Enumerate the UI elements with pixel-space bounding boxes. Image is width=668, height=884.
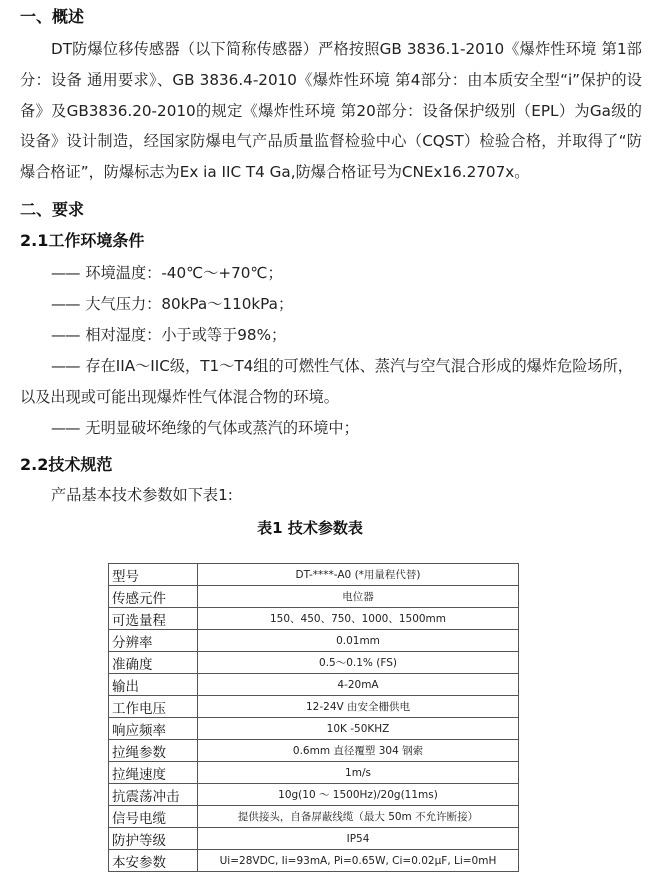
param-value: 12-24V 由安全栅供电 [198,696,519,718]
param-name: 工作电压 [109,696,198,718]
dash-marker: —— [51,326,80,344]
param-value: 10K -50KHZ [198,718,519,740]
environment-item [20,258,642,289]
table-row [109,784,519,806]
param-value: Ui=28VDC, Ii=93mA, Pi=0.65W, Ci=0.02μF, Li=0mH [198,850,519,872]
table-row [109,674,519,696]
table-row [109,718,519,740]
environment-item [20,413,642,444]
param-value: 0.6mm 直径覆塑 304 钢索 [198,740,519,762]
param-value: 电位器 [198,586,519,608]
spec-table [108,563,519,872]
param-value: DT-****-A0 (*用量程代替) [198,564,519,586]
param-value: 0.01mm [198,630,519,652]
param-name: 本安参数 [109,850,198,872]
param-value: 1m/s [198,762,519,784]
table-row [109,696,519,718]
param-name: 信号电缆 [109,806,198,828]
dash-marker: —— [51,264,80,282]
table-row [109,828,519,850]
param-name: 准确度 [109,652,198,674]
param-value: 150、450、750、1000、1500mm [198,608,519,630]
subsection-heading-environment: 2.1工作环境条件 [20,231,145,250]
table-row [109,586,519,608]
environment-item-text: 存在IIA～IIC级，T1～T4组的可燃性气体、蒸汽与空气混合形成的爆炸危险场所，以及出现或可能出现爆炸性气体混合物的环境。 [20,357,633,406]
table-row [109,652,519,674]
table-intro-text: 产品基本技术参数如下表1: [51,486,233,504]
table-row [109,630,519,652]
table-row [109,850,519,872]
param-value: 0.5～0.1% (FS) [198,652,519,674]
overview-paragraph: DT防爆位移传感器（以下简称传感器）严格按照GB 3836.1-2010《爆炸性环境 第1部分：设备 通用要求》、GB 3836.4-2010《爆炸性环境 第4部分：由本质安全型“i”保护的设备》及GB3836.20-2010的规定《爆炸性环境 第20部分：设备保护级别（EPL）为Ga级的设备》设计制造，经国家防爆电气产品质量监督检验中心（CQST）检验合格，并取得了“防爆合格证”，防爆标志为Ex ia IIC T4 Ga,防爆合格证号为CNEx16.2707x。 [20,40,642,182]
param-value: IP54 [198,828,519,850]
dash-marker: —— [51,295,80,313]
param-name: 传感元件 [109,586,198,608]
environment-item-text: 无明显破坏绝缘的气体或蒸汽的环境中； [85,419,359,437]
dash-marker: —— [51,419,80,437]
section-heading-overview: 一、概述 [20,7,85,26]
dash-marker: —— [51,357,80,375]
param-name: 拉绳参数 [109,740,198,762]
table-row [109,762,519,784]
param-name: 抗震荡冲击 [109,784,198,806]
param-value: 提供接头，自备屏蔽线缆（最大 50m 不允许断接） [198,806,519,828]
section-heading-requirements: 二、要求 [20,200,85,219]
environment-item-text: 大气压力：80kPa～110kPa； [85,295,294,313]
environment-item [20,351,642,413]
environment-item [20,289,642,320]
environment-item [20,320,642,351]
param-name: 分辨率 [109,630,198,652]
param-name: 型号 [109,564,198,586]
param-name: 输出 [109,674,198,696]
table-row [109,806,519,828]
environment-item-text: 相对湿度：小于或等于98%； [85,326,287,344]
param-value: 4-20mA [198,674,519,696]
param-value: 10g(10 ～ 1500Hz)/20g(11ms) [198,784,519,806]
table-row [109,564,519,586]
param-name: 拉绳速度 [109,762,198,784]
table-row [109,608,519,630]
table-row [109,740,519,762]
param-name: 防护等级 [109,828,198,850]
subsection-heading-tech-spec: 2.2技术规范 [20,455,113,474]
table-caption: 表1 技术参数表 [257,519,363,537]
param-name: 可选量程 [109,608,198,630]
environment-item-text: 环境温度：-40℃～+70℃； [85,264,283,282]
param-name: 响应频率 [109,718,198,740]
